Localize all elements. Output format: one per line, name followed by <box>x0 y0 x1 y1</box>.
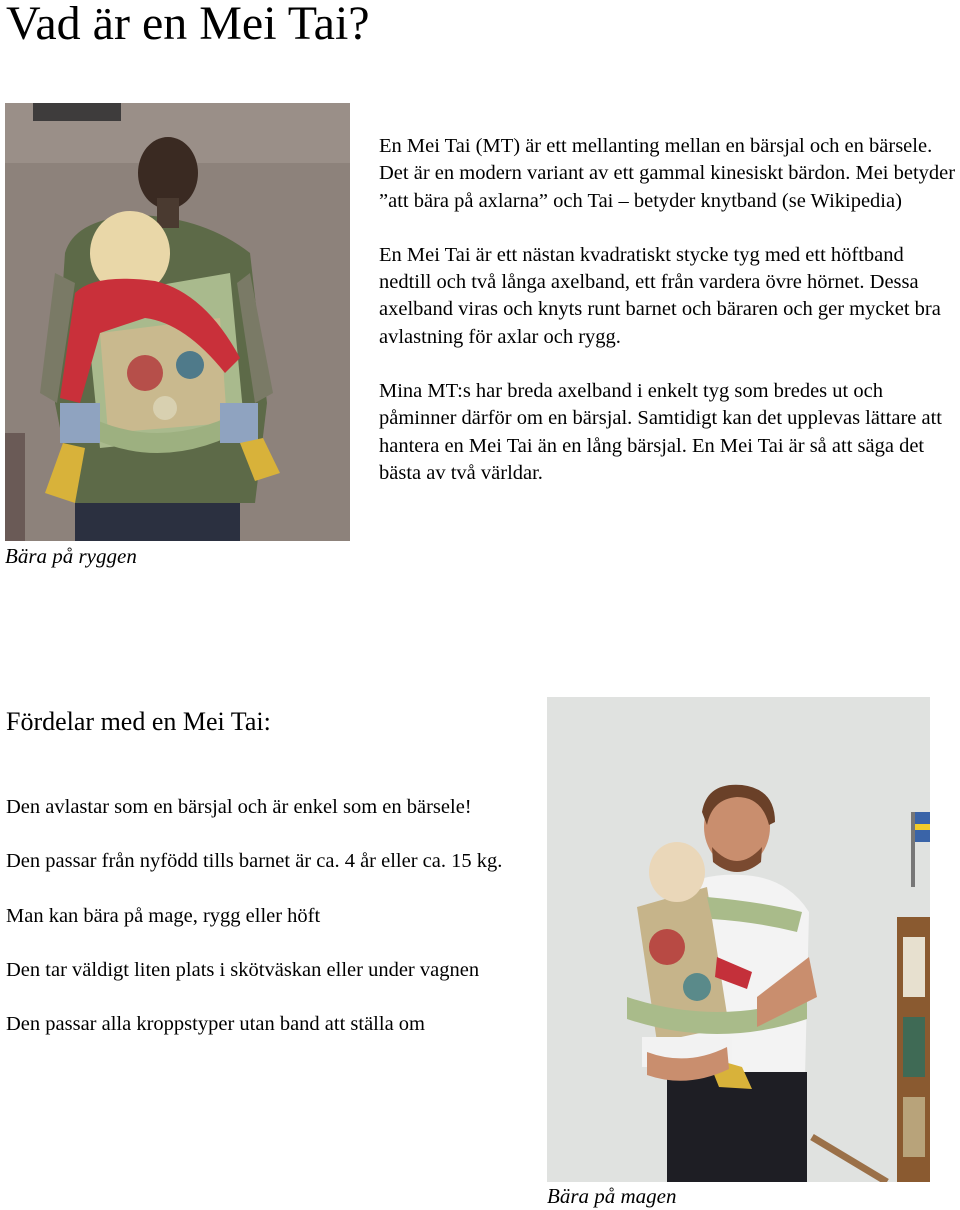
benefit-item: Den passar alla kroppstyper utan band att ställa om <box>6 1013 425 1036</box>
intro-text <box>379 133 959 487</box>
back-carry-caption: Bära på ryggen <box>5 544 137 568</box>
front-carry-caption: Bära på magen <box>547 1184 677 1208</box>
back-carry-illustration <box>5 103 350 541</box>
benefit-item: Man kan bära på mage, rygg eller höft <box>6 904 321 927</box>
benefit-item: Den tar väldigt liten plats i skötväskan eller under vagnen <box>6 958 480 981</box>
front-carry-illustration <box>547 697 930 1182</box>
front-carry-photo <box>547 697 930 1182</box>
benefits-list <box>6 794 531 1065</box>
back-carry-photo <box>5 103 350 541</box>
benefit-item: Den avlastar som en bärsjal och är enkel som en bärsele! <box>6 796 472 818</box>
page-title: Vad är en Mei Tai? <box>6 0 370 50</box>
intro-paragraph: Mina MT:s har breda axelband i enkelt tyg som bredes ut och påminner därför om en bärsjal. Samtidigt kan det upplevas lättare att hantera en Mei Tai än en lång bärsjal. En Mei Tai är så att säga det bästa av två världar. <box>379 380 942 484</box>
benefits-heading: Fördelar med en Mei Tai: <box>6 707 271 736</box>
benefit-item: Den passar från nyfödd tills barnet är ca. 4 år eller ca. 15 kg. <box>6 850 503 873</box>
intro-paragraph: En Mei Tai är ett nästan kvadratiskt stycke tyg med ett höftband nedtill och två långa axelband, ett från vardera övre hörnet. Dessa axelband viras och knyts runt barnet och bäraren och ger mycket bra avlastning för axlar och rygg. <box>379 243 941 348</box>
intro-paragraph: En Mei Tai (MT) är ett mellanting mellan en bärsjal och en bärsele. Det är en modern variant av ett gammal kinesiskt bärdon. Mei betyder ”att bära på axlarna” och Tai – betyder knytband (se Wikipedia) <box>379 135 956 212</box>
